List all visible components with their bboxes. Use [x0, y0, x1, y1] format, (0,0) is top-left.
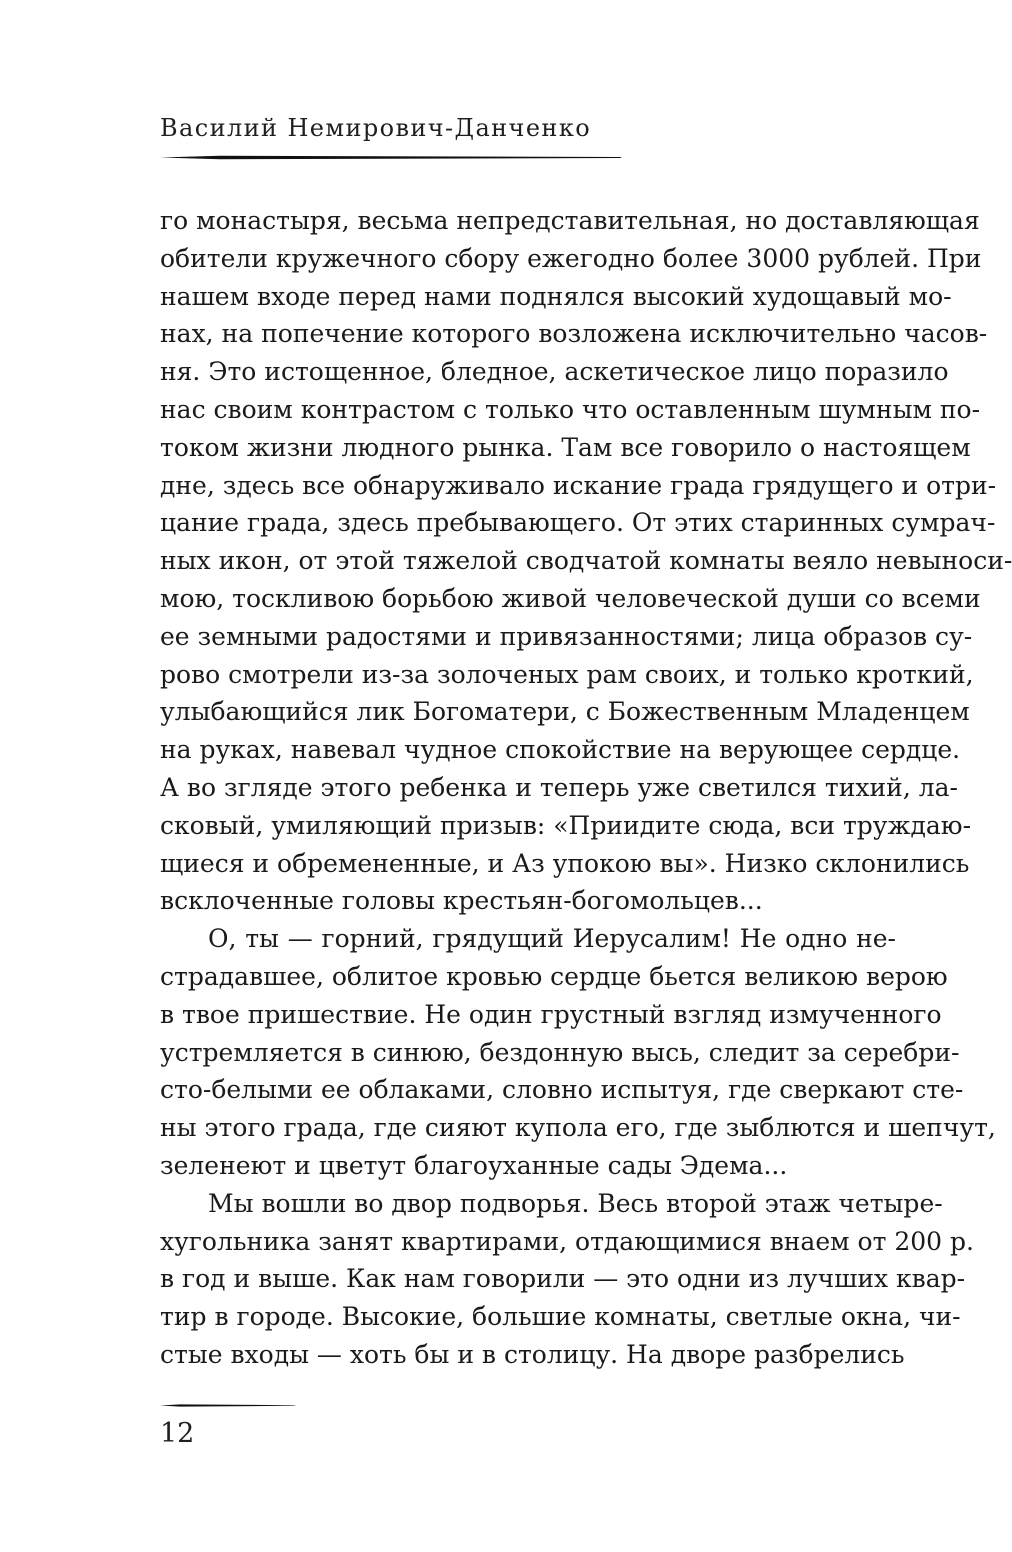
page-number: 12 [160, 1418, 195, 1449]
text-line: стые входы — хоть бы и в столицу. На дворе разбрелись [160, 1339, 905, 1369]
text-line: обители кружечного сбору ежегодно более 3000 рублей. При [160, 243, 982, 273]
text-line: зеленеют и цветут благоуханные сады Эдема... [160, 1150, 788, 1180]
text-line: дне, здесь все обнаруживало искание града грядущего и отри- [160, 470, 997, 500]
text-line: Мы вошли во двор подворья. Весь второй этаж четыре- [208, 1188, 943, 1218]
text-line: ны этого града, где сияют купола его, где зыблются и шепчут, [160, 1113, 996, 1143]
text-line: в твое пришествие. Не один грустный взгляд измученного [160, 999, 942, 1029]
text-line: сковый, умиляющий призыв: «Приидите сюда, вси труждаю- [160, 810, 972, 840]
text-line: током жизни людного рынка. Там все говорило о настоящем [160, 432, 971, 462]
body-text [160, 202, 1012, 1374]
text-line: на руках, навевал чудное спокойствие на верующее сердце. [160, 735, 961, 765]
text-line: нах, на попечение которого возложена исключительно часов- [160, 319, 988, 349]
text-line: рово смотрели из-за золоченых рам своих, и только кроткий, [160, 659, 974, 689]
text-line: улыбающийся лик Богоматери, с Божественным Младенцем [160, 697, 970, 727]
text-line: всклоченные головы крестьян-богомольцев... [160, 886, 763, 916]
text-line: нас своим контрастом с только что оставленным шумным по- [160, 394, 981, 424]
text-line: устремляется в синюю, бездонную высь, следит за серебри- [160, 1037, 960, 1067]
header-rule [160, 155, 622, 160]
text-line: го монастыря, весьма непредставительная, но доставляющая [160, 206, 980, 235]
footer-rule [160, 1404, 296, 1407]
text-line: О, ты — горний, грядущий Иерусалим! Не одно не- [208, 924, 896, 954]
text-line: ее земными радостями и привязанностями; лица образов су- [160, 621, 973, 651]
running-head: Василий Немирович-Данченко [160, 114, 592, 142]
text-line: мою, тоскливою борьбою живой человеческой души со всеми [160, 583, 981, 613]
text-line: в год и выше. Как нам говорили — это одни из лучших квар- [160, 1264, 966, 1294]
text-line: хугольника занят квартирами, отдающимися внаем от 200 р. [160, 1226, 974, 1256]
text-line: ня. Это истощенное, бледное, аскетическое лицо поразило [160, 357, 949, 387]
text-line: щиеся и обремененные, и Аз упокою вы». Низко склонились [160, 848, 970, 878]
text-line: цание града, здесь пребывающего. От этих старинных сумрач- [160, 508, 996, 538]
text-line: А во згляде этого ребенка и теперь уже светился тихий, ла- [160, 772, 958, 802]
text-line: сто-белыми ее облаками, словно испытуя, где сверкают сте- [160, 1075, 964, 1105]
text-line: тир в городе. Высокие, большие комнаты, светлые окна, чи- [160, 1302, 961, 1332]
text-line: нашем входе перед нами поднялся высокий худощавый мо- [160, 281, 952, 311]
text-line: страдавшее, облитое кровью сердце бьется великою верою [160, 961, 948, 991]
text-line: ных икон, от этой тяжелой сводчатой комнаты веяло невыноси- [160, 546, 1012, 576]
